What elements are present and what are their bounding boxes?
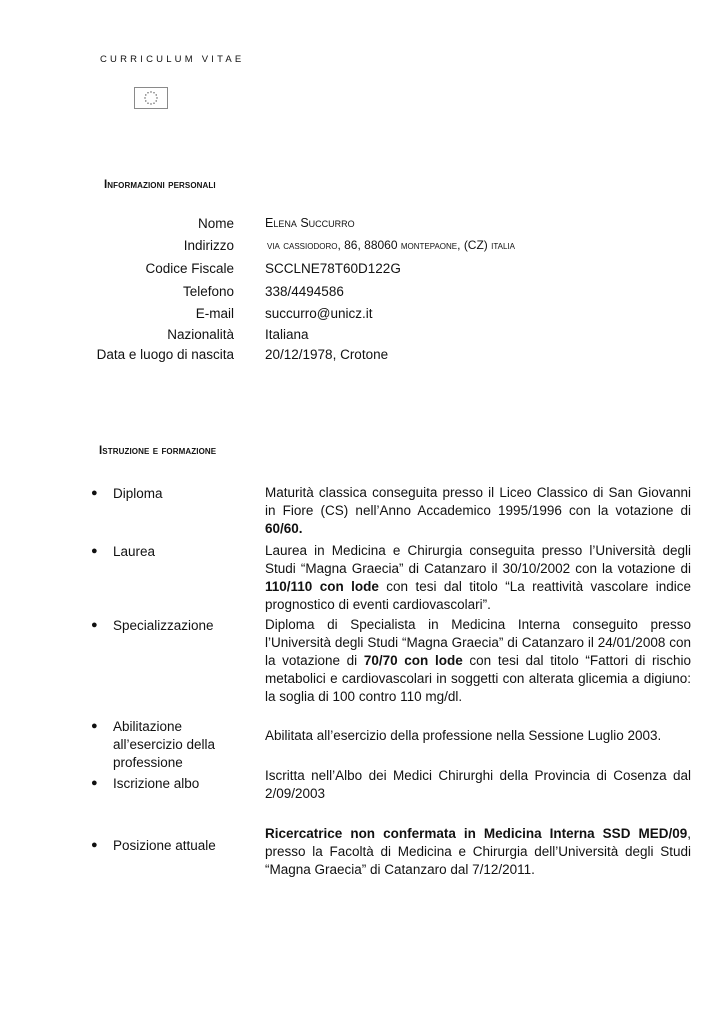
label-diploma: Diploma: [113, 486, 163, 501]
eu-flag-logo: [134, 87, 168, 109]
label-specializzazione: Specializzazione: [113, 618, 214, 633]
label-iscrizione-albo: Iscrizione albo: [113, 776, 200, 791]
value-laurea: Laurea in Medicina e Chirurgia conseguita presso l’Università degli Studi “Magna Graecia” di Catanzaro il 30/10/2002 con la votazione di 110/110 con lode con tesi dal titolo “La reattività vascolare indice prognostico di eventi cardiovascolari”.: [265, 543, 691, 612]
value-nome: Elena Succurro: [265, 216, 355, 230]
value-abilitazione: Abilitata all’esercizio della professione nella Sessione Luglio 2003.: [265, 728, 662, 743]
bullet-icon: ●: [91, 545, 98, 557]
cv-title: CURRICULUM VITAE: [100, 54, 245, 65]
bullet-icon: ●: [91, 839, 98, 851]
label-nazionalita: Nazionalità: [167, 327, 234, 342]
value-nazionalita: Italiana: [265, 327, 309, 342]
value-diploma: Maturità classica conseguita presso il Liceo Classico di San Giovanni in Fiore (CS) nell’Anno Accademico 1995/1996 con la votazione di 60/60.: [265, 485, 691, 536]
label-data-nascita: Data e luogo di nascita: [96, 347, 234, 362]
bullet-icon: ●: [91, 487, 98, 499]
section-title-education: Istruzione e formazione: [99, 445, 217, 457]
label-nome: Nome: [197, 216, 234, 231]
label-codice-fiscale: Codice Fiscale: [145, 261, 234, 276]
label-indirizzo: Indirizzo: [183, 238, 234, 253]
label-email: E-mail: [195, 306, 234, 321]
bullet-icon: ●: [91, 777, 98, 789]
eu-stars-icon: [135, 88, 167, 108]
bullet-icon: ●: [91, 720, 98, 732]
value-posizione-attuale: Ricercatrice non confermata in Medicina Interna SSD MED/09, presso la Facoltà di Medicina e Chirurgia dell’Università degli Studi “Magna Graecia” di Catanzaro dal 7/12/2011.: [265, 826, 691, 877]
value-email: succurro@unicz.it: [265, 306, 373, 321]
value-data-nascita: 20/12/1978, Crotone: [265, 347, 389, 362]
value-iscrizione-albo: Iscritta nell’Albo dei Medici Chirurghi della Provincia di Cosenza dal 2/09/2003: [265, 768, 691, 801]
section-title-personal: Informazioni personali: [104, 179, 216, 191]
bullet-icon: ●: [91, 619, 98, 631]
label-posizione-attuale: Posizione attuale: [113, 838, 216, 853]
value-codice-fiscale: SCCLNE78T60D122G: [265, 261, 401, 276]
label-abilitazione: Abilitazione all’esercizio della professione: [113, 719, 216, 770]
label-telefono: Telefono: [182, 284, 234, 299]
value-indirizzo: via cassiodoro, 86, 88060 montepaone, (CZ) italia: [267, 238, 515, 252]
label-laurea: Laurea: [113, 544, 156, 559]
value-telefono: 338/4494586: [265, 284, 344, 299]
value-specializzazione: Diploma di Specialista in Medicina Interna conseguito presso l’Università degli Studi “Magna Graecia” di Catanzaro il 24/01/2008 con la votazione di 70/70 con lode con tesi dal titolo “Fattori di rischio metabolici e cardiovascolari in soggetti con alterata glicemia a digiuno: la soglia di 100 contro 110 mg/dl.: [265, 617, 691, 704]
